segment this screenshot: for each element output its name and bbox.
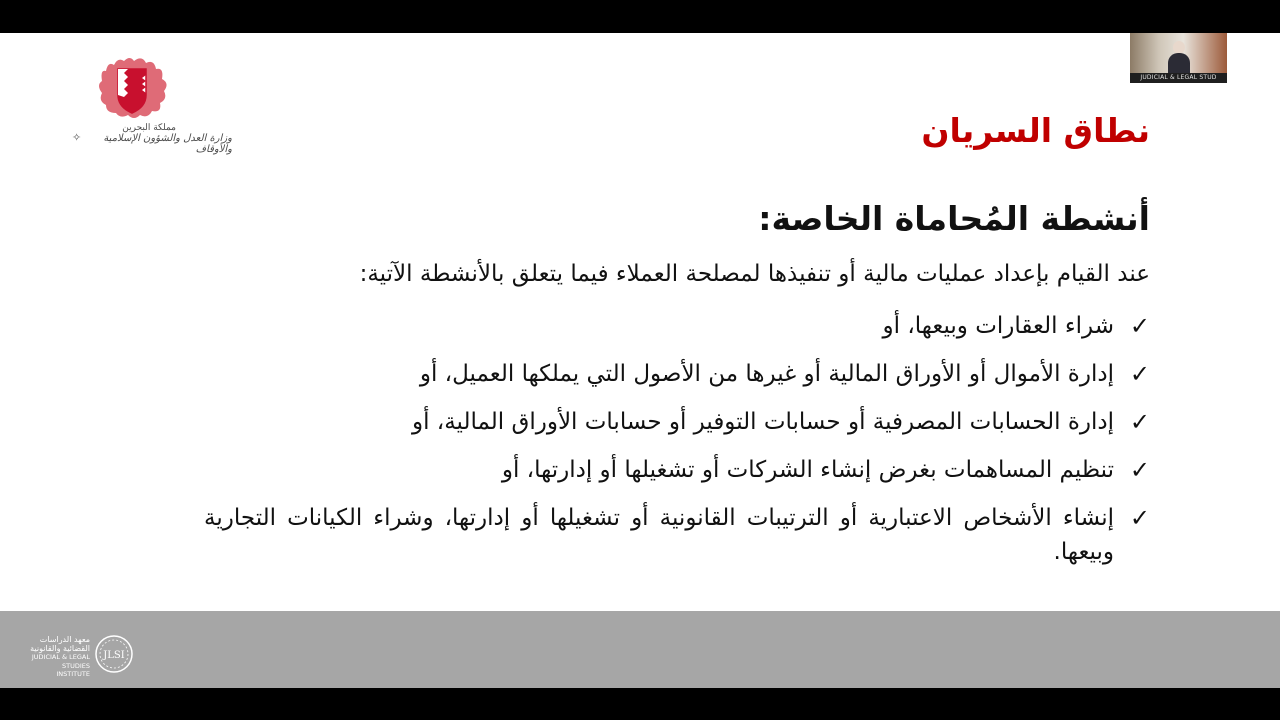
institute-name	[30, 636, 90, 679]
list-item	[130, 453, 1150, 487]
list-item	[130, 309, 1150, 343]
footer-band	[0, 611, 1280, 688]
speaker-video-thumbnail[interactable]	[1130, 33, 1227, 83]
list-item	[130, 357, 1150, 391]
slide-title: نطاق السريان	[921, 111, 1150, 150]
activity-list	[130, 309, 1150, 583]
video-caption: JUDICIAL & LEGAL STUD	[1130, 73, 1227, 83]
checkmark-icon: ✓	[1129, 360, 1150, 388]
kingdom-name: مملكة البحرين	[122, 123, 176, 133]
ministry-crest	[72, 55, 232, 165]
institute-name-ar-1: معهد الدراسات	[39, 635, 90, 644]
list-item-text: تنظيم المساهمات بغرض إنشاء الشركات أو تشغيلها أو إدارتها، أو	[501, 457, 1114, 483]
institute-mark: JLSI	[103, 650, 125, 661]
checkmark-icon: ✓	[1129, 456, 1150, 484]
list-item-text: إنشاء الأشخاص الاعتبارية أو الترتيبات القانونية أو تشغيلها أو إدارتها، وشراء الكيانات التجارية وبيعها.	[204, 505, 1114, 565]
institute-emblem-icon	[94, 634, 134, 674]
crest-star-icon: ✧	[72, 131, 82, 144]
checkmark-icon: ✓	[1129, 312, 1150, 340]
list-item	[130, 405, 1150, 439]
institute-name-en-1: JUDICIAL & LEGAL	[31, 653, 90, 661]
list-item-text: شراء العقارات وبيعها، أو	[882, 313, 1114, 339]
checkmark-icon: ✓	[1129, 408, 1150, 436]
slide-subtitle: أنشطة المُحاماة الخاصة:	[758, 199, 1150, 238]
list-item-text: إدارة الأموال أو الأوراق المالية أو غيرها من الأصول التي يملكها العميل، أو	[419, 361, 1114, 387]
list-item	[130, 501, 1150, 569]
institute-name-en-2: STUDIES INSTITUTE	[56, 661, 90, 678]
institute-name-ar-2: القضائية والقانونية	[30, 643, 90, 653]
slide-intro: عند القيام بإعداد عمليات مالية أو تنفيذها لمصلحة العملاء فيما يتعلق بالأنشطة الآتية:	[359, 261, 1150, 287]
ministry-name: وزارة العدل والشؤون الإسلامية والأوقاف	[103, 133, 232, 155]
list-item-text: إدارة الحسابات المصرفية أو حسابات التوفير أو حسابات الأوراق المالية، أو	[411, 409, 1114, 435]
crest-caption	[72, 123, 232, 155]
institute-logo	[30, 634, 140, 678]
checkmark-icon: ✓	[1129, 504, 1150, 532]
presentation-slide	[0, 33, 1280, 611]
bahrain-emblem-icon	[72, 55, 232, 125]
